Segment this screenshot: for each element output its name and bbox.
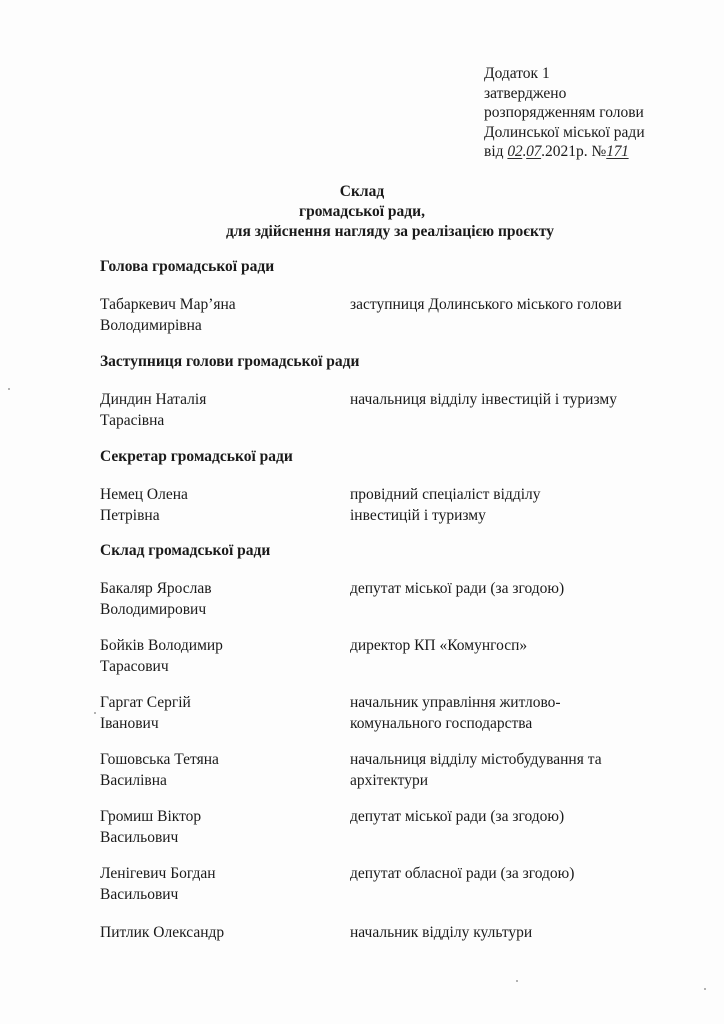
member-name-line-2: Василівна xyxy=(100,772,167,789)
member-position xyxy=(350,692,670,734)
member-position xyxy=(350,749,670,791)
member-name-line-1: Бакаляр Ярослав xyxy=(100,580,212,597)
member-name-line-2: Васильович xyxy=(100,886,179,903)
order-number-handwritten: 171 xyxy=(606,143,629,161)
secretary-name-line-1: Немец Олена xyxy=(100,486,188,503)
head-name xyxy=(100,294,340,336)
member-position xyxy=(350,578,670,599)
scan-speck xyxy=(94,712,96,714)
section-heading-deputy: Заступниця голови громадської ради xyxy=(100,353,360,370)
member-position xyxy=(350,863,670,884)
scan-speck xyxy=(516,980,518,982)
member-position-line-1: начальник відділу культури xyxy=(350,924,533,941)
approval-date-line xyxy=(484,142,645,162)
date-prefix: від xyxy=(484,143,508,161)
deputy-name-line-2: Тарасівна xyxy=(100,412,165,429)
title-line-1: Склад xyxy=(339,183,385,200)
member-position-line-1: депутат міської ради (за згодою) xyxy=(350,580,565,597)
member-name xyxy=(100,806,340,848)
member-name xyxy=(100,863,340,905)
member-position-line-2: комунального господарства xyxy=(350,715,533,732)
deputy-name-line-1: Диндин Наталія xyxy=(100,391,207,408)
member-name-line-1: Питлик Олександр xyxy=(100,924,225,941)
member-name xyxy=(100,922,340,943)
approval-line-1: Додаток 1 xyxy=(484,65,550,82)
head-position: заступниця Долинського міського голови xyxy=(350,296,622,313)
date-year: .2021р. № xyxy=(541,143,607,161)
scan-speck xyxy=(704,988,706,990)
document-title xyxy=(0,182,724,241)
date-month-handwritten: 07 xyxy=(526,143,542,161)
member-name-line-2: Васильович xyxy=(100,829,179,846)
approval-line-4: Долинської міської ради xyxy=(484,123,645,141)
secretary-position xyxy=(350,484,670,526)
section-heading-members: Склад громадської ради xyxy=(100,542,271,559)
scan-speck xyxy=(8,388,10,390)
title-line-3: для здійснення нагляду за реалізацією проєкту xyxy=(225,222,555,240)
date-separator: . xyxy=(522,143,527,161)
member-name-line-2: Тарасович xyxy=(100,658,169,675)
member-name xyxy=(100,578,340,620)
member-name-line-1: Громиш Віктор xyxy=(100,808,202,825)
secretary-name xyxy=(100,484,340,526)
secretary-position-line-1: провідний спеціаліст відділу xyxy=(350,486,541,503)
secretary-name-line-2: Петрівна xyxy=(100,507,160,524)
member-name-line-1: Гаргат Сергій xyxy=(100,694,191,711)
member-position xyxy=(350,806,670,827)
member-position-line-2: архітектури xyxy=(350,772,429,789)
member-name xyxy=(100,635,340,677)
head-name-line-2: Володимирівна xyxy=(100,317,202,334)
member-position-line-1: начальник управління житлово- xyxy=(350,694,561,711)
deputy-name xyxy=(100,389,340,431)
member-name-line-1: Гошовська Тетяна xyxy=(100,751,219,768)
approval-line-2: затверджено xyxy=(484,84,567,102)
member-name-line-1: Ленігевич Богдан xyxy=(100,865,216,882)
member-position xyxy=(350,635,670,656)
section-heading-head: Голова громадської ради xyxy=(100,258,275,275)
head-name-line-1: Табаркевич Мар’яна xyxy=(100,296,236,313)
date-day-handwritten: 02 xyxy=(507,143,523,161)
approval-line-3: розпорядженням голови xyxy=(484,104,644,122)
member-name-line-2: Володимирович xyxy=(100,601,207,618)
member-name-line-1: Бойків Володимир xyxy=(100,637,223,654)
deputy-position: начальниця відділу інвестицій і туризму xyxy=(350,391,617,408)
secretary-position-line-2: інвестицій і туризму xyxy=(350,507,486,524)
member-name xyxy=(100,749,340,791)
member-name xyxy=(100,692,340,734)
approval-block xyxy=(484,64,645,162)
member-position-line-1: директор КП «Комунгосп» xyxy=(350,637,528,654)
member-position-line-1: депутат обласної ради (за згодою) xyxy=(350,865,575,882)
member-position-line-1: начальниця відділу містобудування та xyxy=(350,751,602,768)
section-heading-secretary: Секретар громадської ради xyxy=(100,448,293,465)
title-line-2: громадської ради, xyxy=(299,202,425,220)
member-position-line-1: депутат міської ради (за згодою) xyxy=(350,808,565,825)
member-position xyxy=(350,922,670,943)
member-name-line-2: Іванович xyxy=(100,715,159,732)
